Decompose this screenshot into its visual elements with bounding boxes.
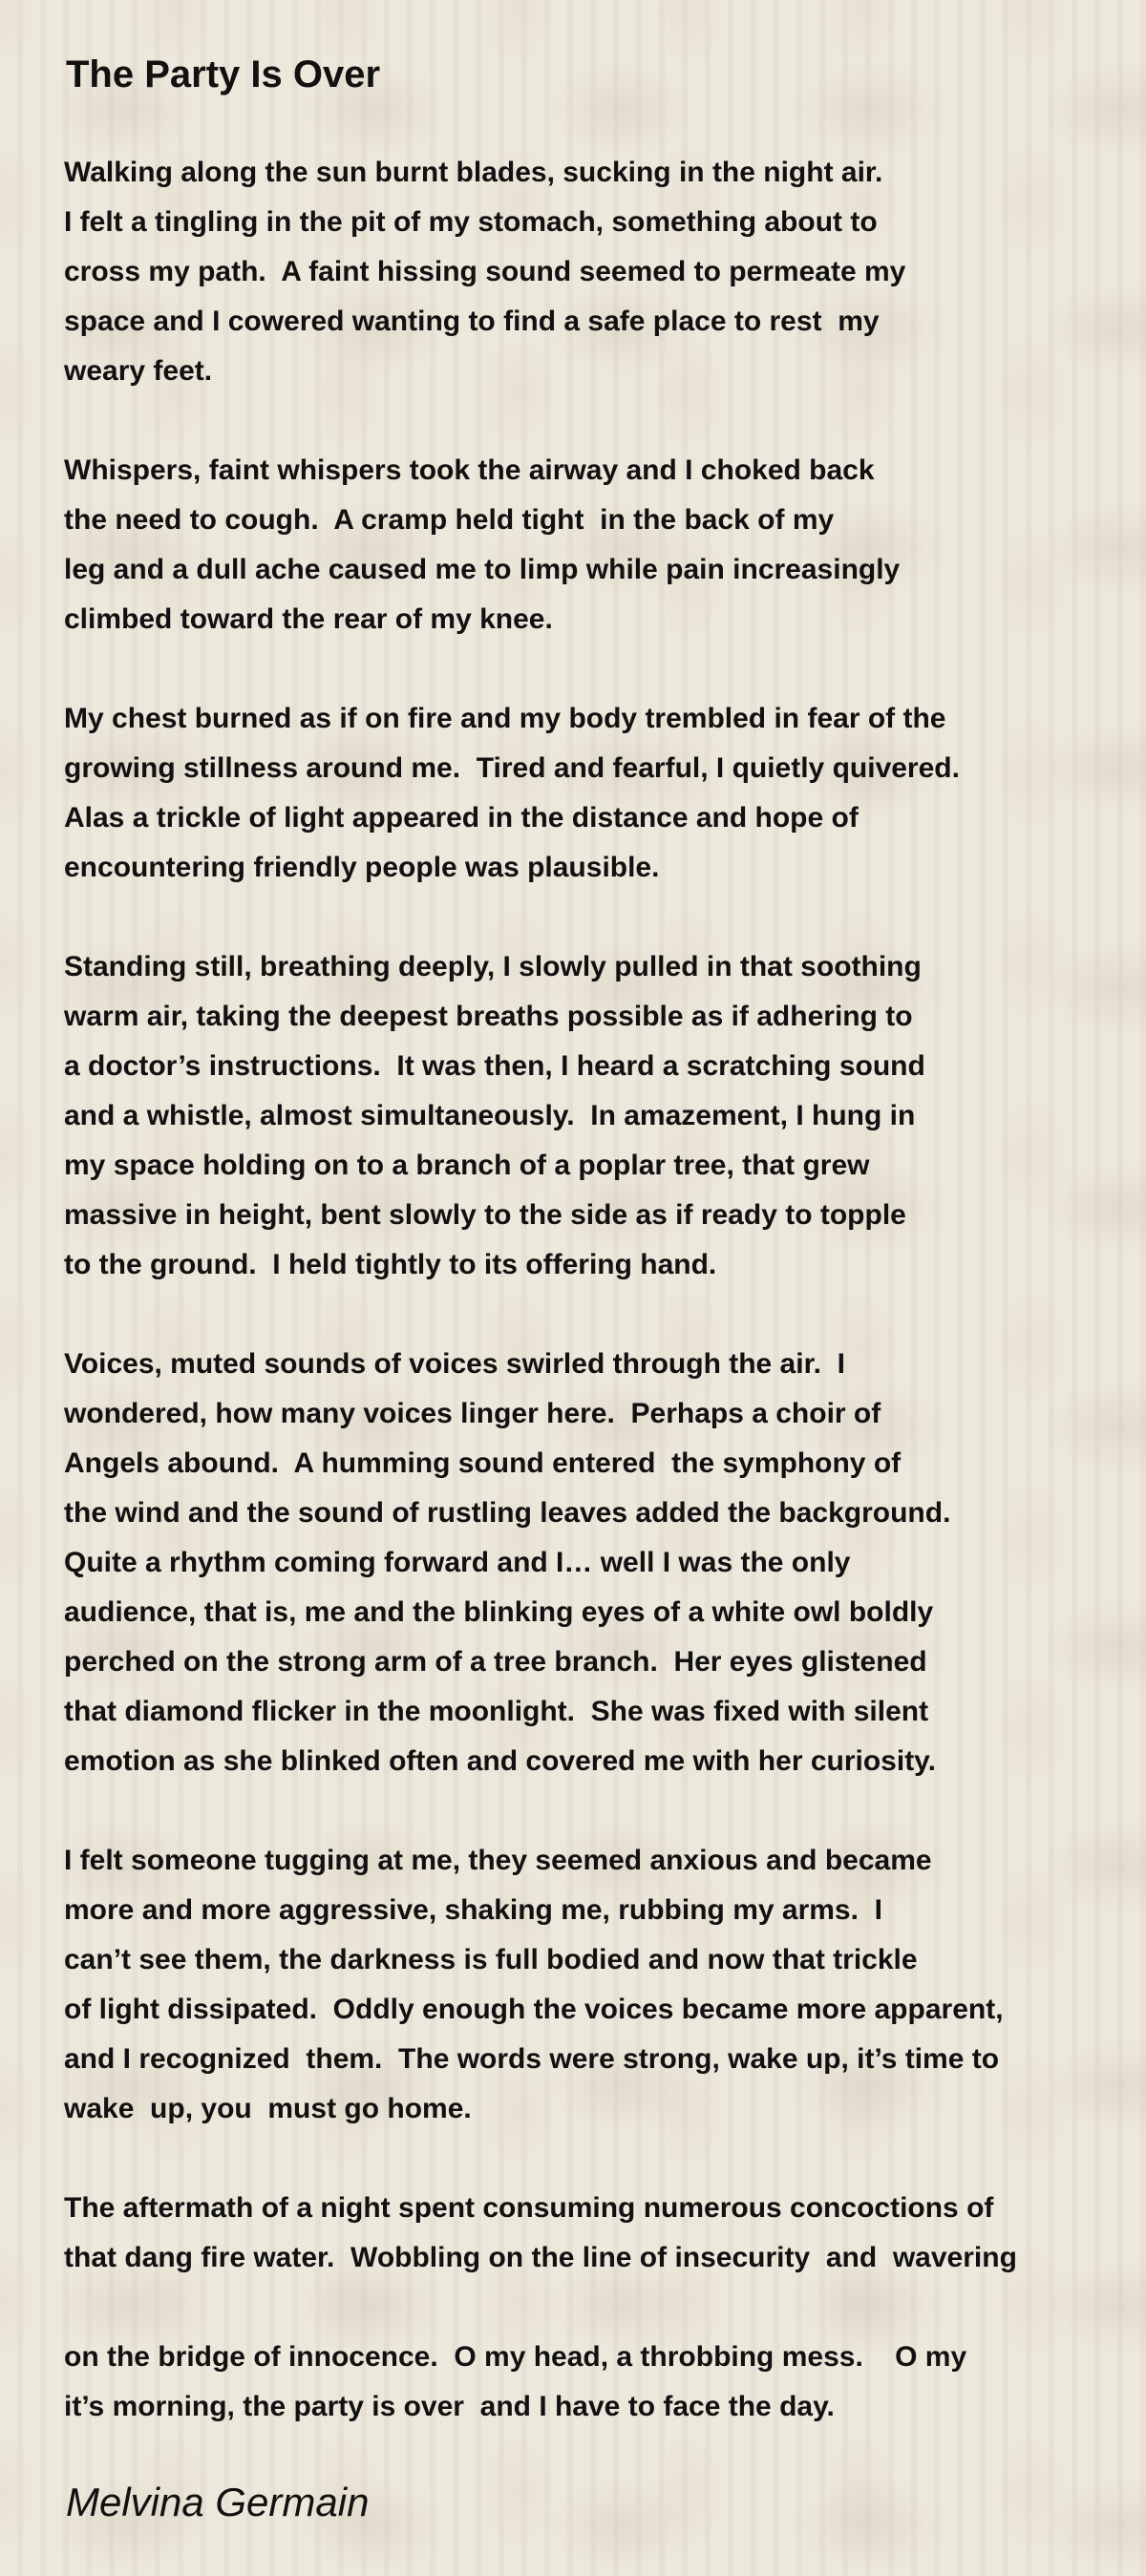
poem-line: Voices, muted sounds of voices swirled through the air. I bbox=[64, 1348, 845, 1380]
poem-title: The Party Is Over bbox=[66, 53, 381, 95]
poem-stanza bbox=[64, 446, 1124, 644]
poem-line: wake up, you must go home. bbox=[64, 2093, 472, 2124]
poem-line: to the ground. I held tightly to its offering hand. bbox=[64, 1249, 717, 1280]
poem-stanza bbox=[64, 1836, 1124, 2134]
poem-line: my space holding on to a branch of a poplar tree, that grew bbox=[64, 1150, 870, 1181]
poem-line: The aftermath of a night spent consuming numerous concoctions of bbox=[64, 2192, 994, 2224]
poem-line: Quite a rhythm coming forward and I… well I was the only bbox=[64, 1547, 851, 1578]
poem-author: Melvina Germain bbox=[66, 2480, 370, 2524]
poem-line: encountering friendly people was plausible. bbox=[64, 852, 660, 883]
poem-stanza bbox=[64, 148, 1124, 396]
poem-line: I felt someone tugging at me, they seemed anxious and became bbox=[64, 1845, 932, 1876]
poem-line: and I recognized them. The words were strong, wake up, it’s time to bbox=[64, 2043, 1000, 2075]
poem-line: on the bridge of innocence. O my head, a throbbing mess. O my bbox=[64, 2341, 967, 2373]
poem-line: perched on the strong arm of a tree branch. Her eyes glistened bbox=[64, 1646, 927, 1678]
poem-line: Alas a trickle of light appeared in the distance and hope of bbox=[64, 802, 859, 834]
poem-line: growing stillness around me. Tired and fearful, I quietly quivered. bbox=[64, 752, 960, 784]
poem-line: and a whistle, almost simultaneously. In amazement, I hung in bbox=[64, 1100, 916, 1131]
poem-line: more and more aggressive, shaking me, rubbing my arms. I bbox=[64, 1894, 882, 1926]
poem-stanza bbox=[64, 2184, 1124, 2283]
poem-line: that dang fire water. Wobbling on the line of insecurity and wavering bbox=[64, 2242, 1017, 2273]
poem-line: the need to cough. A cramp held tight in the back of my bbox=[64, 504, 835, 536]
poem-line: massive in height, bent slowly to the side as if ready to topple bbox=[64, 1199, 906, 1231]
poem-line: cross my path. A faint hissing sound seemed to permeate my bbox=[64, 256, 906, 287]
poem-body bbox=[64, 148, 1124, 2481]
poem-line: that diamond flicker in the moonlight. She was fixed with silent bbox=[64, 1696, 929, 1727]
poem-line: leg and a dull ache caused me to limp while pain increasingly bbox=[64, 554, 901, 585]
poem-line: a doctor’s instructions. It was then, I heard a scratching sound bbox=[64, 1050, 925, 1082]
poem-line: can’t see them, the darkness is full bodied and now that trickle bbox=[64, 1944, 918, 1975]
poem-line: audience, that is, me and the blinking eyes of a white owl boldly bbox=[64, 1596, 934, 1628]
poem-line: climbed toward the rear of my knee. bbox=[64, 603, 553, 635]
poem-line: weary feet. bbox=[64, 355, 213, 387]
poem-line: Angels abound. A humming sound entered the symphony of bbox=[64, 1447, 902, 1479]
poem-line: Walking along the sun burnt blades, sucking in the night air. bbox=[64, 157, 883, 188]
poem-line: Standing still, breathing deeply, I slowly pulled in that soothing bbox=[64, 951, 922, 982]
poem-line: warm air, taking the deepest breaths possible as if adhering to bbox=[64, 1001, 913, 1032]
poem-stanza bbox=[64, 942, 1124, 1290]
poem-line: My chest burned as if on fire and my body trembled in fear of the bbox=[64, 703, 946, 734]
poem-stanza bbox=[64, 2333, 1124, 2432]
poem-line: the wind and the sound of rustling leaves added the background. bbox=[64, 1497, 951, 1529]
poem-line: emotion as she blinked often and covered me with her curiosity. bbox=[64, 1745, 936, 1777]
poem-line: space and I cowered wanting to find a safe place to rest my bbox=[64, 306, 880, 337]
poem-line: it’s morning, the party is over and I have to face the day. bbox=[64, 2391, 835, 2422]
poem-stanza bbox=[64, 694, 1124, 893]
poem-line: I felt a tingling in the pit of my stomach, something about to bbox=[64, 206, 878, 238]
poem-line: of light dissipated. Oddly enough the voices became more apparent, bbox=[64, 1994, 1004, 2025]
poem-stanza bbox=[64, 1340, 1124, 1786]
poem-line: Whispers, faint whispers took the airway and I choked back bbox=[64, 454, 875, 486]
poem-line: wondered, how many voices linger here. Perhaps a choir of bbox=[64, 1398, 881, 1429]
